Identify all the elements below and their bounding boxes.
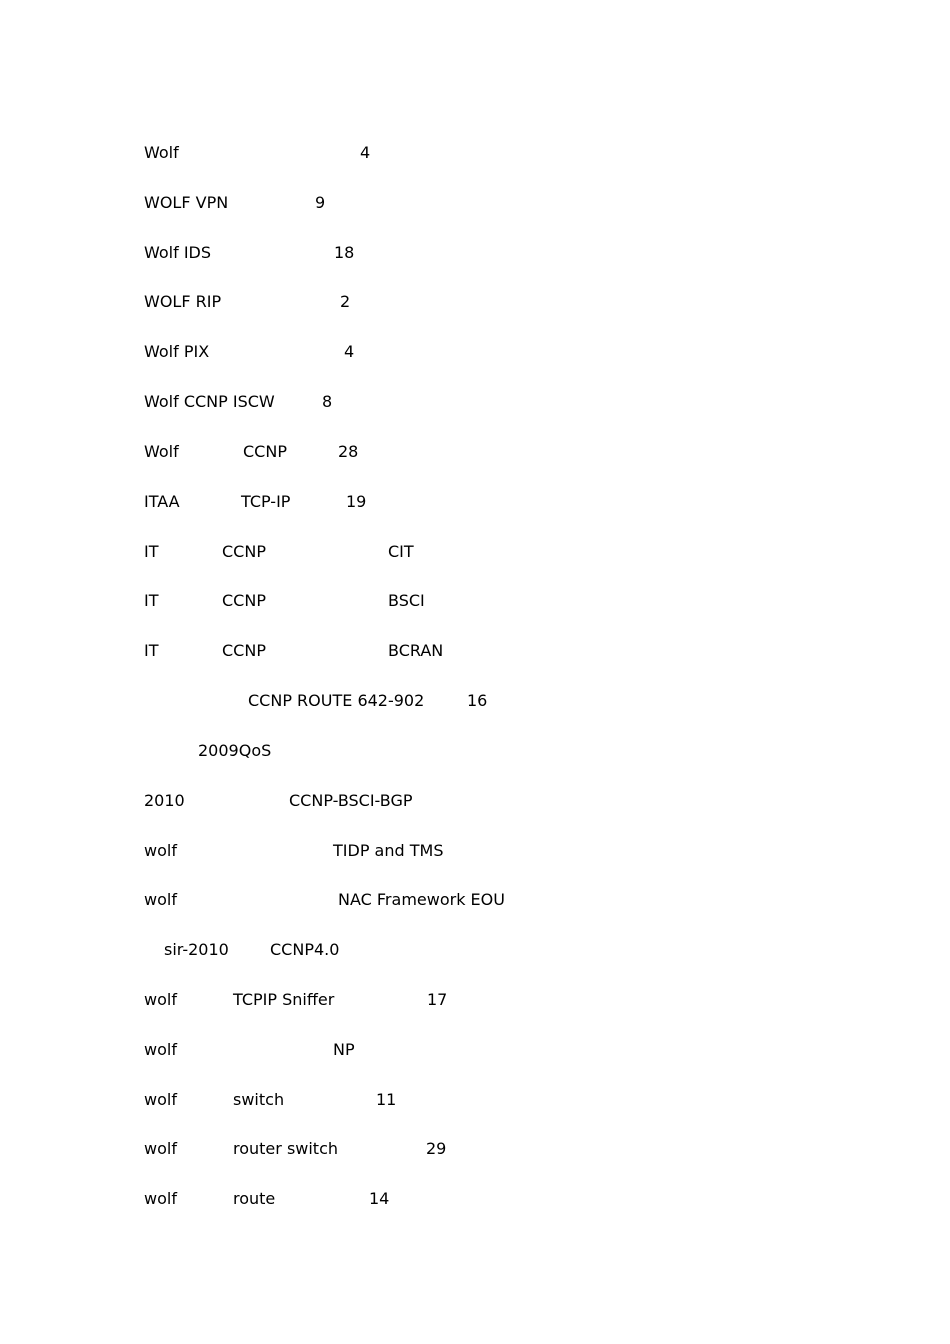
entry-title: Wolf PIX <box>144 342 210 361</box>
list-item <box>0 740 950 762</box>
entry-count: 28 <box>338 442 359 461</box>
entry-count: 29 <box>426 1139 447 1158</box>
entry-title: Wolf CCNP ISCW <box>144 392 275 411</box>
list-item <box>0 1039 950 1061</box>
entry-title: 2009QoS <box>198 741 272 760</box>
entry-author: ITAA <box>144 492 180 511</box>
list-item <box>0 939 950 961</box>
list-item <box>0 391 950 413</box>
list-item <box>0 192 950 214</box>
entry-title: switch <box>233 1090 285 1109</box>
entry-author: wolf <box>144 841 177 860</box>
entry-author: sir-2010 <box>164 940 229 959</box>
list-item <box>0 1089 950 1111</box>
entry-author: wolf <box>144 990 177 1009</box>
list-item <box>0 242 950 264</box>
entry-title: router switch <box>233 1139 339 1158</box>
entry-title: CCNP <box>222 641 266 660</box>
entry-count: 4 <box>360 143 371 162</box>
entry-count: 17 <box>427 990 448 1009</box>
entry-author: wolf <box>144 1139 177 1158</box>
entry-title: CCNP-BSCI-BGP <box>289 791 413 810</box>
entry-title: CCNP4.0 <box>270 940 340 959</box>
entry-title: TIDP and TMS <box>333 841 444 860</box>
entry-title: Wolf <box>144 143 179 162</box>
entry-author: wolf <box>144 1189 177 1208</box>
entry-title: route <box>233 1189 276 1208</box>
entry-count: 18 <box>334 243 355 262</box>
entry-author: IT <box>144 542 159 561</box>
list-item <box>0 889 950 911</box>
entry-count: 16 <box>467 691 488 710</box>
entry-count: 2 <box>340 292 351 311</box>
list-item <box>0 142 950 164</box>
entry-title: CCNP <box>243 442 287 461</box>
entry-title: WOLF VPN <box>144 193 229 212</box>
entry-title: NAC Framework EOU <box>338 890 505 909</box>
list-item <box>0 640 950 662</box>
entry-topic: BCRAN <box>388 641 444 660</box>
entry-title: CCNP <box>222 591 266 610</box>
entry-title: TCP-IP <box>241 492 291 511</box>
list-item <box>0 491 950 513</box>
entry-author: wolf <box>144 1090 177 1109</box>
list-item <box>0 790 950 812</box>
list-item <box>0 590 950 612</box>
entry-title: CCNP <box>222 542 266 561</box>
entry-count: 19 <box>346 492 367 511</box>
entry-count: 8 <box>322 392 333 411</box>
entry-topic: BSCI <box>388 591 425 610</box>
entry-count: 14 <box>369 1189 390 1208</box>
list-item <box>0 1188 950 1210</box>
entry-author: wolf <box>144 1040 177 1059</box>
list-item <box>0 840 950 862</box>
entry-title: CCNP ROUTE 642-902 <box>248 691 425 710</box>
list-item <box>0 690 950 712</box>
list-item <box>0 291 950 313</box>
entry-topic: CIT <box>388 542 414 561</box>
entry-author: wolf <box>144 890 177 909</box>
entry-count: 11 <box>376 1090 397 1109</box>
list-item <box>0 989 950 1011</box>
entry-title: NP <box>333 1040 355 1059</box>
entry-author: IT <box>144 641 159 660</box>
entry-count: 9 <box>315 193 326 212</box>
entry-count: 4 <box>344 342 355 361</box>
list-item <box>0 341 950 363</box>
entry-author: IT <box>144 591 159 610</box>
entry-title: Wolf IDS <box>144 243 212 262</box>
list-item <box>0 441 950 463</box>
entry-title: WOLF RIP <box>144 292 222 311</box>
entry-year: 2010 <box>144 791 185 810</box>
entry-title: TCPIP Sniffer <box>233 990 335 1009</box>
entry-author: Wolf <box>144 442 179 461</box>
list-item <box>0 541 950 563</box>
list-item <box>0 1138 950 1160</box>
